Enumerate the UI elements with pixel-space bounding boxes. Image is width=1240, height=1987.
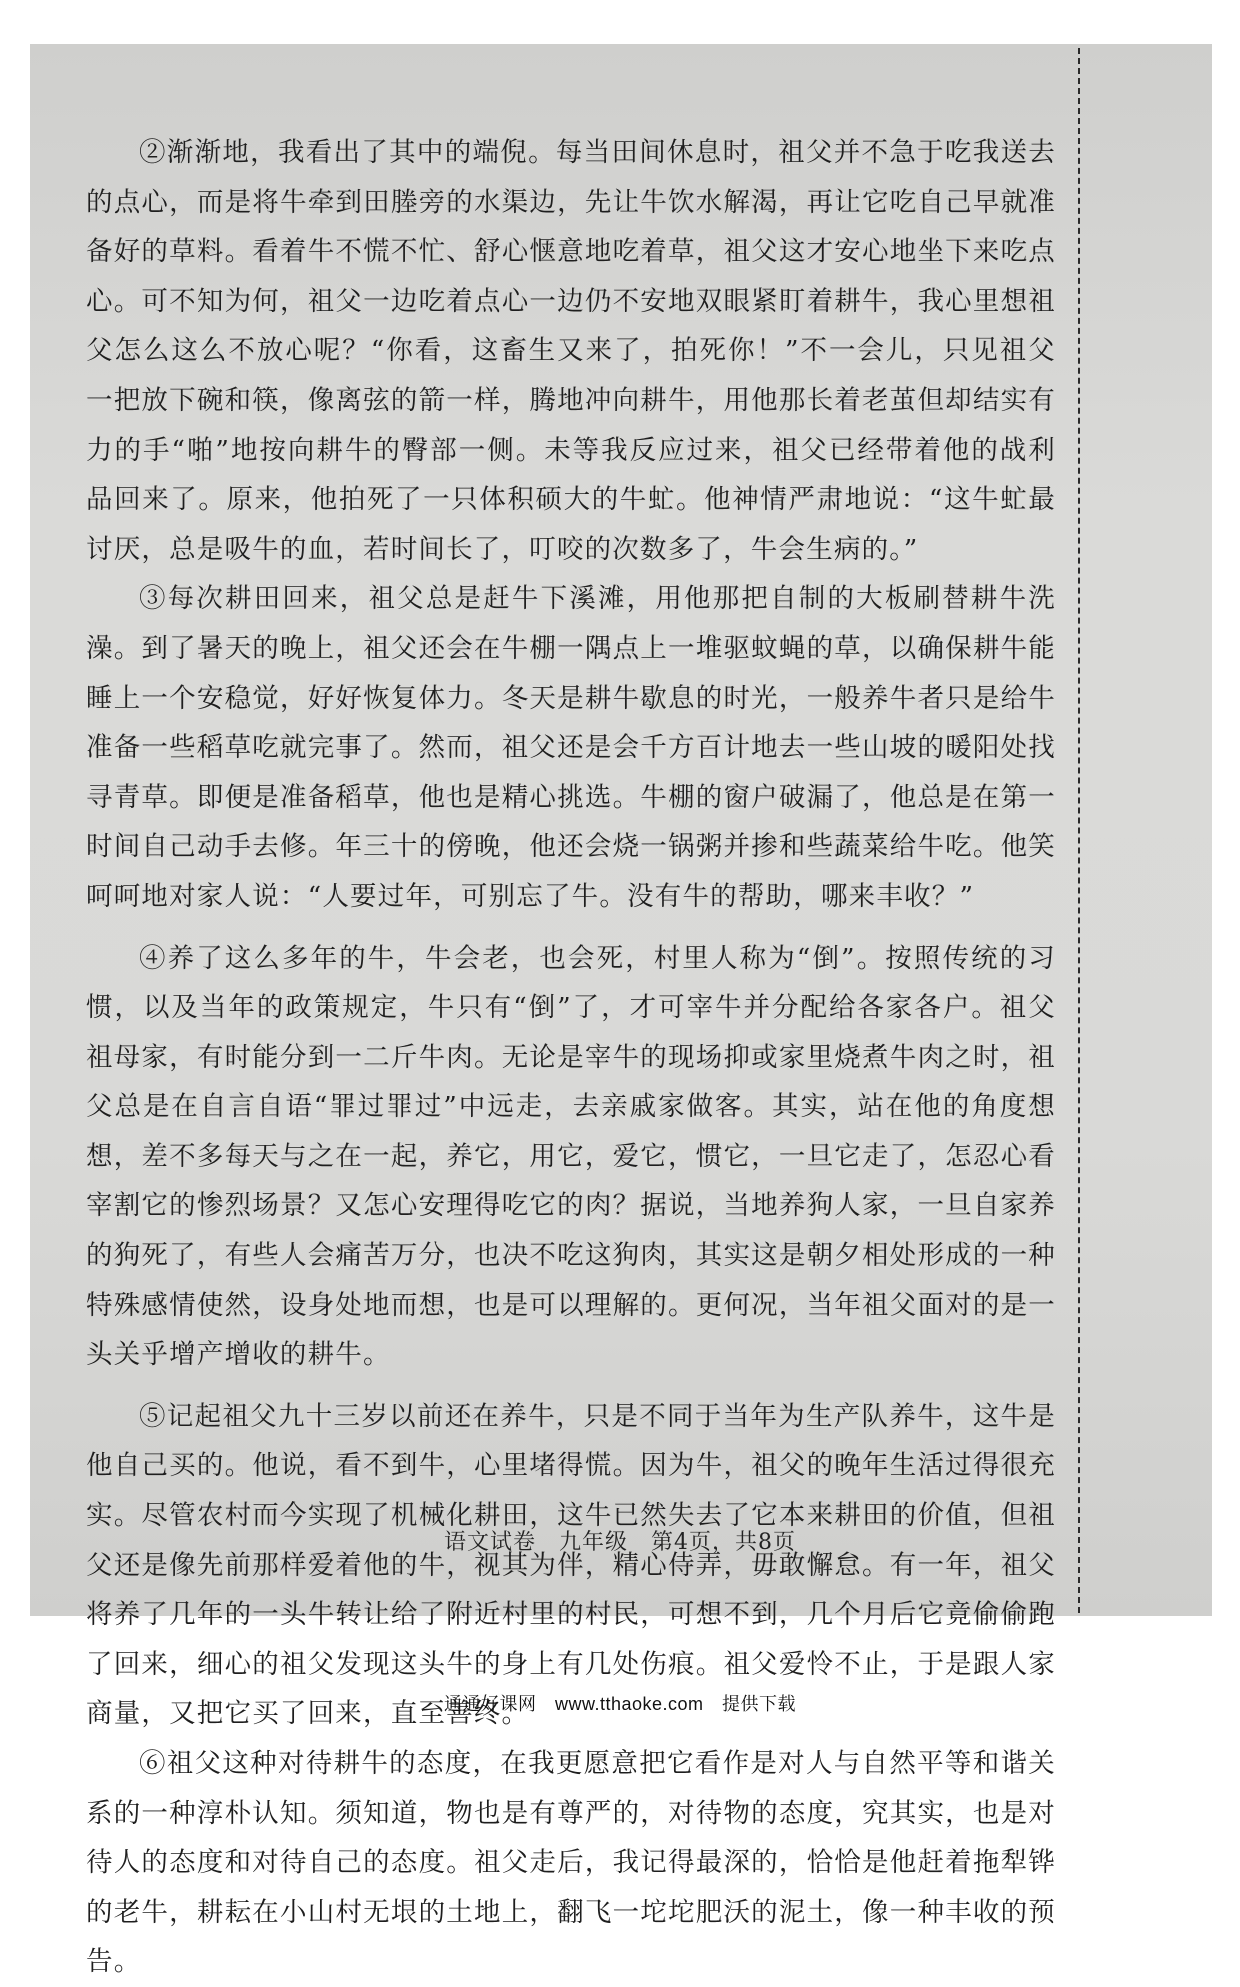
page-footer: 语文试卷 九年级 第4页，共8页: [444, 1530, 796, 1555]
paragraph-4: ④养了这么多年的牛，牛会老，也会死，村里人称为“倒”。按照传统的习惯，以及当年的政策规定，牛只有“倒”了，才可宰牛并分配给各家各户。祖父祖母家，有时能分到一二斤牛肉。无论是宰牛的现场抑或家里烧煮牛肉之时，祖父总是在自言自语“罪过罪过”中远走，去亲戚家做客。其实，站在他的角度想想，差不多每天与之在一起，养它，用它，爱它，惯它，一旦它走了，怎忍心看宰割它的惨烈场景？又怎心安理得吃它的肉？据说，当地养狗人家，一旦自家养的狗死了，有些人会痛苦万分，也决不吃这狗肉，其实这是朝夕相处形成的一种特殊感情使然，设身处地而想，也是可以理解的。更何况，当年祖父面对的是一头关乎增产增收的耕牛。: [86, 942, 1056, 1371]
paragraph-5: ⑤记起祖父九十三岁以前还在养牛，只是不同于当年为生产队养牛，这牛是他自己买的。他说，看不到牛，心里堵得慌。因为牛，祖父的晚年生活过得很充实。尽管农村而今实现了机械化耕田，这牛已然失去了它本来耕田的价值，但祖父还是像先前那样爱着他的牛，视其为伴，精心侍弄，毋敢懈怠。有一年，祖父将养了几年的一头牛转让给了附近村里的村民，可想不到，几个月后它竟偷偷跑了回来，细心的祖父发现这头牛的身上有几处伤痕。祖父爱怜不止，于是跟人家商量，又把它买了回来，直至善终。: [86, 1400, 1056, 1730]
download-watermark: 通通好课网 www.tthaoke.com 提供下载: [443, 1694, 797, 1714]
paragraph-6: ⑥祖父这种对待耕牛的态度，在我更愿意把它看作是对人与自然平等和谐关系的一种淳朴认知。须知道，物也是有尊严的，对待物的态度，究其实，也是对待人的态度和对待自己的态度。祖父走后，我记得最深的，恰恰是他赶着拖犁铧的老牛，耕耘在小山村无垠的土地上，翻飞一坨坨肥沃的泥土，像一种丰收的预告。: [86, 1748, 1056, 1978]
binding-dashed-line: [1078, 48, 1080, 1613]
paragraph-2: ②渐渐地，我看出了其中的端倪。每当田间休息时，祖父并不急于吃我送去的点心，而是将牛牵到田塍旁的水渠边，先让牛饮水解渴，再让它吃自己早就准备好的草料。看着牛不慌不忙、舒心惬意地吃着草，祖父这才安心地坐下来吃点心。可不知为何，祖父一边吃着点心一边仍不安地双眼紧盯着耕牛，我心里想祖父怎么这么不放心呢？“你看，这畜生又来了，拍死你！”不一会儿，只见祖父一把放下碗和筷，像离弦的箭一样，腾地冲向耕牛，用他那长着老茧但却结实有力的手“啪”地按向耕牛的臀部一侧。未等我反应过来，祖父已经带着他的战利品回来了。原来，他拍死了一只体积硕大的牛虻。他神情严肃地说：“这牛虻最讨厌，总是吸牛的血，若时间长了，叮咬的次数多了，牛会生病的。”: [86, 137, 1056, 565]
paragraph-3: ③每次耕田回来，祖父总是赶牛下溪滩，用他那把自制的大板刷替耕牛洗澡。到了暑天的晚上，祖父还会在牛棚一隅点上一堆驱蚊蝇的草，以确保耕牛能睡上一个安稳觉，好好恢复体力。冬天是耕牛歇息的时光，一般养牛者只是给牛准备一些稻草吃就完事了。然而，祖父还是会千方百计地去一些山坡的暖阳处找寻青草。即便是准备稻草，他也是精心挑选。牛棚的窗户破漏了，他总是在第一时间自己动手去修。年三十的傍晚，他还会烧一锅粥并掺和些蔬菜给牛吃。他笑呵呵地对家人说：“人要过年，可别忘了牛。没有牛的帮助，哪来丰收？”: [86, 583, 1056, 912]
